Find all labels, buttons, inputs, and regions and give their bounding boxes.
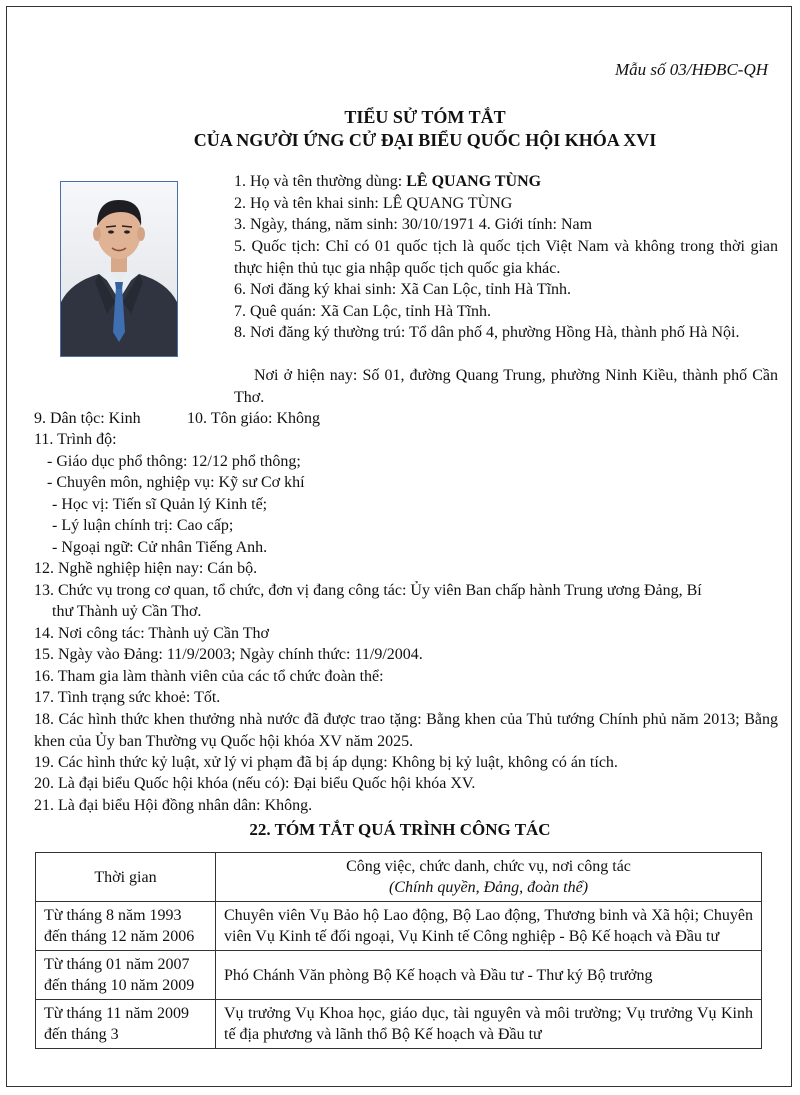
header-job-title: Công việc, chức danh, chức vụ, nơi công tác — [346, 858, 631, 875]
field-common-name — [234, 171, 541, 193]
table-row — [36, 1000, 762, 1049]
row-time: Từ tháng 01 năm 2007 đến tháng 10 năm 2009 — [36, 951, 216, 1000]
row-time: Từ tháng 8 năm 1993 đến tháng 12 năm 2006 — [36, 902, 216, 951]
field-common-name-label: 1. Họ và tên thường dùng: — [234, 173, 407, 190]
field-education-language: - Ngoại ngữ: Cử nhân Tiếng Anh. — [52, 539, 268, 556]
document-title: TIỂU SỬ TÓM TẮT — [344, 107, 506, 127]
document-subtitle: CỦA NGƯỜI ỨNG CỬ ĐẠI BIỂU QUỐC HỘI KHÓA XVI — [193, 130, 657, 150]
field-ethnicity: 9. Dân tộc: Kinh — [34, 410, 141, 427]
field-people-council: 21. Là đại biểu Hội đồng nhân dân: Không. — [34, 797, 313, 814]
form-number: Mẫu số 03/HĐBC-QH — [615, 60, 768, 79]
field-hometown: 7. Quê quán: Xã Can Lộc, tỉnh Hà Tĩnh. — [234, 303, 491, 320]
field-education-general: - Giáo dục phổ thông: 12/12 phổ thông; — [47, 453, 301, 470]
table-row — [36, 902, 762, 951]
field-organizations: 16. Tham gia làm thành viên của các tổ chức đoàn thể: — [34, 668, 384, 685]
field-position-line1: 13. Chức vụ trong cơ quan, tổ chức, đơn vị đang công tác: Ủy viên Ban chấp hành Trung ương Đảng, Bí — [34, 582, 702, 599]
field-current-residence: Nơi ở hiện nay: Số 01, đường Quang Trung, phường Ninh Kiều, thành phố Cần Thơ. — [234, 367, 778, 406]
field-party-dates: 15. Ngày vào Đảng: 11/9/2003; Ngày chính thức: 11/9/2004. — [34, 646, 423, 663]
work-history-title: 22. TÓM TẮT QUÁ TRÌNH CÔNG TÁC — [249, 820, 551, 839]
field-religion: 10. Tôn giáo: Không — [187, 410, 321, 427]
field-discipline: 19. Các hình thức kỷ luật, xử lý vi phạm đã bị áp dụng: Không bị kỷ luật, không có án tích. — [34, 754, 618, 771]
field-birth-date-gender: 3. Ngày, tháng, năm sinh: 30/10/1971 4. Giới tính: Nam — [234, 216, 593, 233]
field-awards: 18. Các hình thức khen thưởng nhà nước đã được trao tặng: Bằng khen của Thủ tướng Chính phủ năm 2013; Bằng khen của Ủy ban Thường vụ Quốc hội khóa XV năm 2025. — [34, 711, 778, 750]
portrait-illustration — [61, 182, 177, 356]
field-birth-registration: 6. Nơi đăng ký khai sinh: Xã Can Lộc, tỉnh Hà Tĩnh. — [234, 281, 572, 298]
header-time: Thời gian — [36, 853, 216, 902]
field-education-specialty: - Chuyên môn, nghiệp vụ: Kỹ sư Cơ khí — [47, 474, 305, 491]
candidate-photo — [60, 181, 178, 357]
row-time: Từ tháng 11 năm 2009 đến tháng 3 — [36, 1000, 216, 1049]
field-education-political: - Lý luận chính trị: Cao cấp; — [52, 517, 234, 534]
field-permanent-residence: 8. Nơi đăng ký thường trú: Tổ dân phố 4, phường Hồng Hà, thành phố Hà Nội. — [234, 324, 740, 341]
header-job-subtitle: (Chính quyền, Đảng, đoàn thể) — [388, 879, 589, 896]
header-job — [216, 853, 762, 902]
row-job: Vụ trưởng Vụ Khoa học, giáo dục, tài nguyên và môi trường; Vụ trưởng Vụ Kinh tế địa phương và lãnh thổ Bộ Kế hoạch và Đầu tư — [216, 1000, 762, 1049]
field-position-line2: thư Thành uỷ Cần Thơ. — [52, 603, 202, 620]
row-job: Chuyên viên Vụ Bảo hộ Lao động, Bộ Lao động, Thương binh và Xã hội; Chuyên viên Vụ Kinh tế đối ngoại, Vụ Kinh tế Công nghiệp - Bộ Kế hoạch và Đầu tư — [216, 902, 762, 951]
field-education: 11. Trình độ: — [34, 431, 117, 448]
field-education-degree: - Học vị: Tiến sĩ Quản lý Kinh tế; — [52, 496, 268, 513]
field-workplace: 14. Nơi công tác: Thành uỷ Cần Thơ — [34, 625, 269, 642]
work-history-table — [35, 852, 762, 1049]
field-occupation: 12. Nghề nghiệp hiện nay: Cán bộ. — [34, 560, 258, 577]
table-header-row — [36, 853, 762, 902]
field-national-assembly: 20. Là đại biểu Quốc hội khóa (nếu có): Đại biểu Quốc hội khóa XV. — [34, 775, 476, 792]
field-birth-name: 2. Họ và tên khai sinh: LÊ QUANG TÙNG — [234, 195, 513, 212]
field-nationality: 5. Quốc tịch: Chỉ có 01 quốc tịch là quốc tịch Việt Nam và không trong thời gian thực hiện thủ tục gia nhập quốc tịch quốc gia khác. — [234, 238, 778, 277]
table-row — [36, 951, 762, 1000]
field-health: 17. Tình trạng sức khoẻ: Tốt. — [34, 689, 221, 706]
row-job: Phó Chánh Văn phòng Bộ Kế hoạch và Đầu tư - Thư ký Bộ trưởng — [216, 951, 762, 1000]
field-common-name-value: LÊ QUANG TÙNG — [406, 173, 542, 190]
